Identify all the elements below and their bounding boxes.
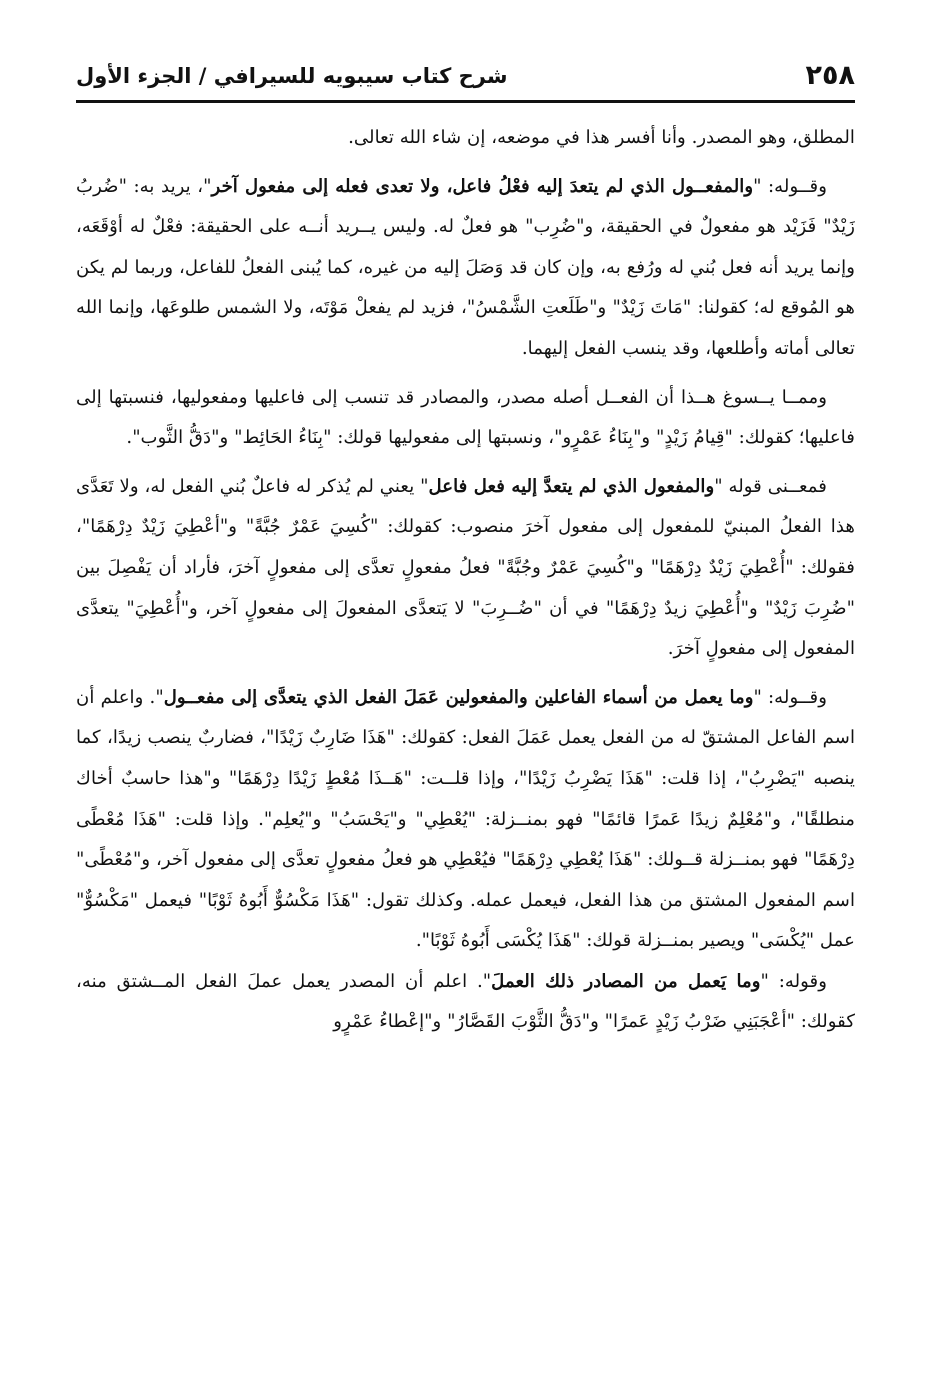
quoted-phrase-bold: وما يعمل من أسماء الفاعلين والمفعولين عَمَلَ الفعل الذي يتعدَّى إلى مفعــول [163, 686, 754, 708]
page-number: ٢٥٨ [805, 60, 855, 91]
text-segment: ". اعلم أن المصدر يعمل عملَ الفعل المــشتق منه، كقولك: "أعْجَبَنِي ضَرْبُ زَيْدٍ عَمرًا" و"دَقُّ الثَّوْبَ القَصَّارُ" و"إعْطاءُ عَمْرٍو [76, 970, 855, 1033]
text-segment: وقــوله: " [753, 686, 827, 708]
paragraph-4 [76, 467, 855, 670]
text-segment: وممــا يــسوغ هــذا أن الفعــل أصله مصدر، والمصادر قد تنسب إلى فاعليها ومفعوليها، فنسبتها إلى فاعليها؛ كقولك: "قِيامُ زَيْدٍ" و"بِنَاءُ عَمْرٍو"، ونسبتها إلى مفعوليها قولك: "بِنَاءُ الحَائِط" و"دَقُّ الثَّوب". [76, 386, 855, 449]
text-segment: "، يريد به: "ضُربُ زَيْدٌ" فَزَيْد هو مفعولٌ في الحقيقة، و"ضُرِب" هو فعلٌ له. وليس يــريد أنــه على الحقيقة: فعْلٌ له أوْقَعَه، وإنما يريد أنه فعل بُني له ورُفع به، وإن كان قد وَصَلَ إليه من غيره، كما يُبنى الفعلُ للفاعل، وربما لم يكن هو المُوقع له؛ كقولنا: "مَاتَ زَيْدٌ" و"طَلَعتِ الشَّمْسُ"، فزيد لم يفعلْ مَوْتَه، ولا الشمس طلوعَها، وإنما الله تعالى أماته وأطلعها، وقد ينسب الفعل إليهما. [76, 175, 855, 359]
quoted-phrase-bold: والمفعــول الذي لم يتعدَ إليه فعْلُ فاعل، ولا تعدى فعله إلى مفعول آخر [211, 175, 754, 197]
text-segment: فمعــنى قوله " [714, 475, 827, 497]
quoted-phrase-bold: والمفعول الذي لم يتعدَّ إليه فعل فاعل [428, 475, 715, 497]
body-text [76, 118, 855, 1043]
text-segment: " يعني لم يُذكر له فاعلٌ بُني الفعل له، ولا تَعَدَّى هذا الفعلُ المبنيّ للمفعول إلى مفعول آخرَ منصوب: كقولك: "كُسِيَ عَمْرٌ جُبَّةً" و"أعْطِيَ زَيْدٌ دِرْهَمًا"، فقولك: "أُعْطِيَ زَيْدٌ دِرْهَمًا" و"كُسِيَ عَمْرٌ وجُبَّةً" فعلُ مفعولٍ تعدَّى إلى مفعولٍ آخرَ، فأراد أن يَفْصِلَ بين "ضُرِبَ زَيْدٌ" و"أُعْطِيَ زيدٌ دِرْهَمًا" في أن "ضُــرِبَ" لا يَتعدَّى المفعولَ إلى مفعولٍ آخر، و"أُعْطِيَ" يتعدَّى المفعول إلى مفعولٍ آخرَ. [76, 475, 855, 660]
paragraph-3 [76, 378, 855, 459]
paragraph-2 [76, 167, 855, 370]
text-segment: ". واعلم أن اسم الفاعل المشتقّ له من الفعل يعمل عَمَلَ الفعل: كقولك: "هَذَا ضَارِبٌ زَيْدًا"، فضاربٌ ينصب زيدًا، كما ينصبه "يَضْرِبُ"، إذا قلت: "هَذَا يَضْرِبُ زَيْدًا"، وإذا قلــت: "هَــذَا مُعْطٍ زَيْدًا دِرْهَمًا" و"هذا حاسبٌ أخاك منطلقًا"، و"مُعْلِمٌ زيدًا عَمرًا قائمًا" فهو بمنــزلة: "يُعْطِي" و"يَحْسَبُ" و"يُعلِم". وإذا قلت: "هَذَا مُعْطًى دِرْهَمًا" فهو بمنــزلة قــولك: "هَذَا يُعْطِي دِرْهَمًا" فيُعْطِي هو فعلُ مفعولٍ تعدَّى إلى مفعول آخر، و"مُعْطًى" اسم المفعول المشتق من هذا الفعل، فيعمل عمله. وكذلك تقول: "هَذَا مَكْسُوٌّ أَبُوهُ ثَوْبًا" فيعمل "مَكْسُوٌّ" عمل "يُكْسَى" ويصير بمنــزلة قولك: "هَذَا يُكْسَى أَبُوهُ ثَوْبًا". [76, 686, 855, 952]
text-segment: وقــوله: " [753, 175, 827, 197]
quoted-phrase-bold: وما يَعمل من المصادر ذلك العملَ [491, 970, 761, 992]
header-divider [76, 100, 855, 103]
paragraph-5 [76, 678, 855, 962]
paragraph-1 [76, 118, 855, 159]
paragraph-6 [76, 962, 855, 1043]
text-segment: وقوله: " [760, 970, 827, 992]
text-segment: المطلق، وهو المصدر. وأنا أفسر هذا في موضعه، إن شاء الله تعالى. [348, 127, 855, 148]
page-header [76, 50, 855, 96]
running-title: شرح كتاب سيبويه للسيرافي / الجزء الأول [76, 64, 508, 88]
